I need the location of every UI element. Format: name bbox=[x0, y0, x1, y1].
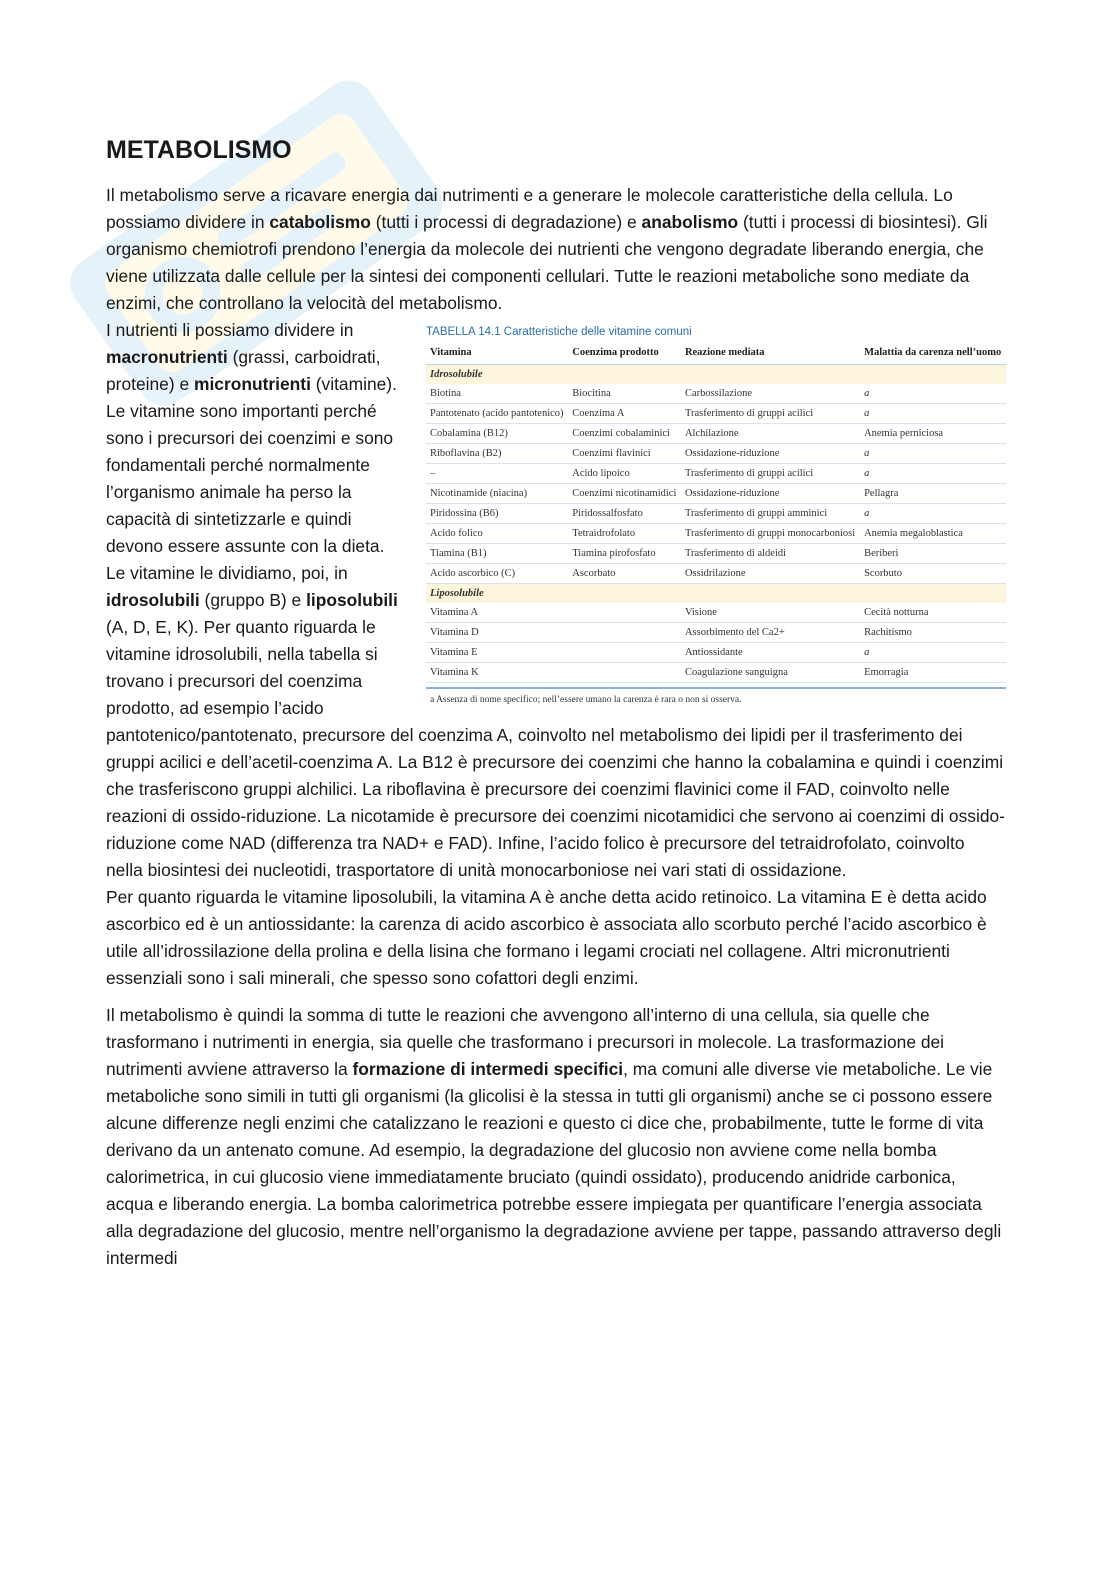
page-title: METABOLISMO bbox=[106, 136, 292, 164]
paragraph-intro: Il metabolismo serve a ricavare energia dai nutrimenti e a generare le molecole caratteristiche della cellula. Lo possiamo dividere in catabolismo (tutti i processi di degradazione) e anabolismo (tutti i processi di biosintesi). Gli organismo chemiotrofi prendono l’energia da molecole dei nutrienti che vengono degradate liberando energia, che viene utilizzata dalle cellule per la sintesi dei componenti cellulari. Tutte le reazioni metaboliche sono mediate da enzimi, che controllano la velocità del metabolismo. bbox=[106, 185, 988, 313]
table-cell: Rachitismo bbox=[860, 623, 1006, 643]
table-body bbox=[426, 365, 1006, 683]
table-cell bbox=[568, 663, 681, 683]
table-cell: Piridossina (B6) bbox=[426, 504, 568, 524]
table-cell: Coenzimi cobalaminici bbox=[568, 424, 681, 444]
table-cell: Anemia perniciosa bbox=[860, 424, 1006, 444]
table-cell: Pantotenato (acido pantotenico) bbox=[426, 404, 568, 424]
table-cell: Coenzima A bbox=[568, 404, 681, 424]
table-cell: Ossidazione-riduzione bbox=[681, 444, 860, 464]
table-cell: Ossidazione-riduzione bbox=[681, 484, 860, 504]
table-cell: Trasferimento di gruppi acilici bbox=[681, 464, 860, 484]
table-caption: TABELLA 14.1 Caratteristiche delle vitamine comuni bbox=[426, 326, 692, 338]
table-cell: Acido lipoico bbox=[568, 464, 681, 484]
table-cell: Coagulazione sanguigna bbox=[681, 663, 860, 683]
table-cell: Nicotinamide (niacina) bbox=[426, 484, 568, 504]
table-cell: Vitamina K bbox=[426, 663, 568, 683]
table-row bbox=[426, 484, 1006, 504]
table-cell bbox=[568, 603, 681, 623]
table-cell: Ascorbato bbox=[568, 564, 681, 584]
table-header-cell: Reazione mediata bbox=[681, 341, 860, 365]
table-cell: Alchilazione bbox=[681, 424, 860, 444]
table-header-cell: Coenzima prodotto bbox=[568, 341, 681, 365]
table-cell: Trasferimento di gruppi monocarboniosi bbox=[681, 524, 860, 544]
paragraph-metabolismo: Il metabolismo è quindi la somma di tutte le reazioni che avvengono all’interno di una cellula, sia quelle che trasformano i nutrimenti in energia, sia quelle che trasformano i precursori in molecole. La trasformazione dei nutrimenti avviene attraverso la formazione di intermedi specifici, ma comuni alle diverse vie metaboliche. Le vie metaboliche sono simili in tutti gli organismi (la glicolisi è la stessa in tutti gli organismi) anche se ci possono essere alcune differenze negli enzimi che catalizzano le reazioni e questo ci dice che, probabilmente, tutte le forme di vita derivano da un antenato comune. Ad esempio, la degradazione del glucosio non avviene come nella bomba calorimetrica, in cui glucosio viene immediatamente bruciato (quindi ossidato), producendo anidride carbonica, acqua e liberando energia. La bomba calorimetrica potrebbe essere impiegata per quantificare l’energia associata alla degradazione del glucosio, mentre nell’organismo la degradazione avviene per tappe, passando attraverso degli intermedi bbox=[106, 1005, 1002, 1268]
table-footnote: a Assenza di nome specifico; nell’essere umano la carenza è rara o non si osserva. bbox=[426, 687, 1006, 705]
table-cell: Coenzimi nicotinamidici bbox=[568, 484, 681, 504]
table-cell: Scorbuto bbox=[860, 564, 1006, 584]
table-cell: Emorragia bbox=[860, 663, 1006, 683]
table-cell: Anemia megaloblastica bbox=[860, 524, 1006, 544]
table-cell: Visione bbox=[681, 603, 860, 623]
table-cell: Vitamina A bbox=[426, 603, 568, 623]
table-cell: Acido folico bbox=[426, 524, 568, 544]
table-cell bbox=[568, 623, 681, 643]
table-cell: Riboflavina (B2) bbox=[426, 444, 568, 464]
table-header-cell: Vitamina bbox=[426, 341, 568, 365]
table-section-row bbox=[426, 365, 1006, 385]
table-cell: Biotina bbox=[426, 384, 568, 404]
table-section-row bbox=[426, 584, 1006, 604]
table-row bbox=[426, 424, 1006, 444]
table-row bbox=[426, 504, 1006, 524]
table-section-label: Idrosolubile bbox=[426, 365, 1006, 385]
table-row bbox=[426, 643, 1006, 663]
paragraph-liposolubili: Per quanto riguarda le vitamine liposolubili, la vitamina A è anche detta acido retinoico. La vitamina E è detta acido ascorbico ed è un antiossidante: la carenza di acido ascorbico è associata allo scorbuto perché l’acido ascorbico è utile all’idrossilazione della prolina e della lisina che formano i legami crociati nel collagene. Altri micronutrienti essenziali sono i sali minerali, che spesso sono cofattori degli enzimi. bbox=[106, 887, 987, 988]
table-cell: Ossidrilazione bbox=[681, 564, 860, 584]
table-header-cell: Malattia da carenza nell’uomo bbox=[860, 341, 1006, 365]
document-page bbox=[106, 132, 1006, 1272]
table-row bbox=[426, 564, 1006, 584]
table-cell: Assorbimento del Ca2+ bbox=[681, 623, 860, 643]
table-header-row bbox=[426, 341, 1006, 365]
table-cell: a bbox=[860, 384, 1006, 404]
table-cell: Pellagra bbox=[860, 484, 1006, 504]
table-cell: Trasferimento di aldeidi bbox=[681, 544, 860, 564]
table-cell: – bbox=[426, 464, 568, 484]
table-cell: a bbox=[860, 404, 1006, 424]
vitamins-table bbox=[426, 341, 1006, 683]
table-cell: Tiamina (B1) bbox=[426, 544, 568, 564]
table-cell: Beriberi bbox=[860, 544, 1006, 564]
table-cell bbox=[568, 643, 681, 663]
table-cell: Trasferimento di gruppi acilici bbox=[681, 404, 860, 424]
table-row bbox=[426, 524, 1006, 544]
table-row bbox=[426, 464, 1006, 484]
table-row bbox=[426, 404, 1006, 424]
table-cell: Trasferimento di gruppi amminici bbox=[681, 504, 860, 524]
table-cell: Cecità notturna bbox=[860, 603, 1006, 623]
table-cell: Cobalamina (B12) bbox=[426, 424, 568, 444]
table-row bbox=[426, 444, 1006, 464]
table-section-label: Liposolubile bbox=[426, 584, 1006, 604]
table-cell: Acido ascorbico (C) bbox=[426, 564, 568, 584]
table-cell: a bbox=[860, 444, 1006, 464]
table-row bbox=[426, 663, 1006, 683]
table-row bbox=[426, 603, 1006, 623]
table-cell: a bbox=[860, 504, 1006, 524]
paragraph-nutrients: I nutrienti li possiamo dividere in macronutrienti (grassi, carboidrati, proteine) e micronutrienti (vitamine). Le vitamine sono importanti perché sono i precursori dei coenzimi e sono fondamentali perché normalmente l’organismo animale ha perso la capacità di sintetizzarle e quindi devono essere assunte con la dieta. Le vitamine le dividiamo, poi, in idrosolubili (gruppo B) e liposolubili (A, D, E, K). Per quanto riguarda le vitamine idrosolubili, nella tabella si trovano i precursori del coenzima prodotto, ad esempio l’acido pantotenico/pantotenato, precursore del coenzima A, coinvolto nel metabolismo dei lipidi per il trasferimento dei gruppi acilici e dell’acetil-coenzima A. La B12 è precursore dei coenzimi che hanno la cobalamina e quindi i coenzimi che trasferiscono gruppi alchilici. La riboflavina è precursore dei coenzimi flavinici come il FAD, coinvolto nelle reazioni di ossido-riduzione. La nicotamide è precursore dei coenzimi nicotamidici che servono ai coenzimi di ossido-riduzione come NAD (differenza tra NAD+ e FAD). Infine, l’acido folico è precursore del tetraidrofolato, coinvolto nella biosintesi dei nucleotidi, trasportatore di unità monocarboniose nei vari stati di ossidazione. bbox=[106, 320, 1005, 880]
table-row bbox=[426, 384, 1006, 404]
table-cell: Carbossilazione bbox=[681, 384, 860, 404]
table-cell: Biocitina bbox=[568, 384, 681, 404]
table-cell: Vitamina D bbox=[426, 623, 568, 643]
table-cell: Coenzimi flavinici bbox=[568, 444, 681, 464]
table-cell: Tiamina pirofosfato bbox=[568, 544, 681, 564]
table-cell: a bbox=[860, 643, 1006, 663]
table-row bbox=[426, 544, 1006, 564]
table-cell: a bbox=[860, 464, 1006, 484]
table-row bbox=[426, 623, 1006, 643]
table-cell: Tetraidrofolato bbox=[568, 524, 681, 544]
vitamins-table-figure bbox=[426, 323, 1006, 705]
table-cell: Vitamina E bbox=[426, 643, 568, 663]
table-cell: Antiossidante bbox=[681, 643, 860, 663]
table-cell: Piridossalfosfato bbox=[568, 504, 681, 524]
